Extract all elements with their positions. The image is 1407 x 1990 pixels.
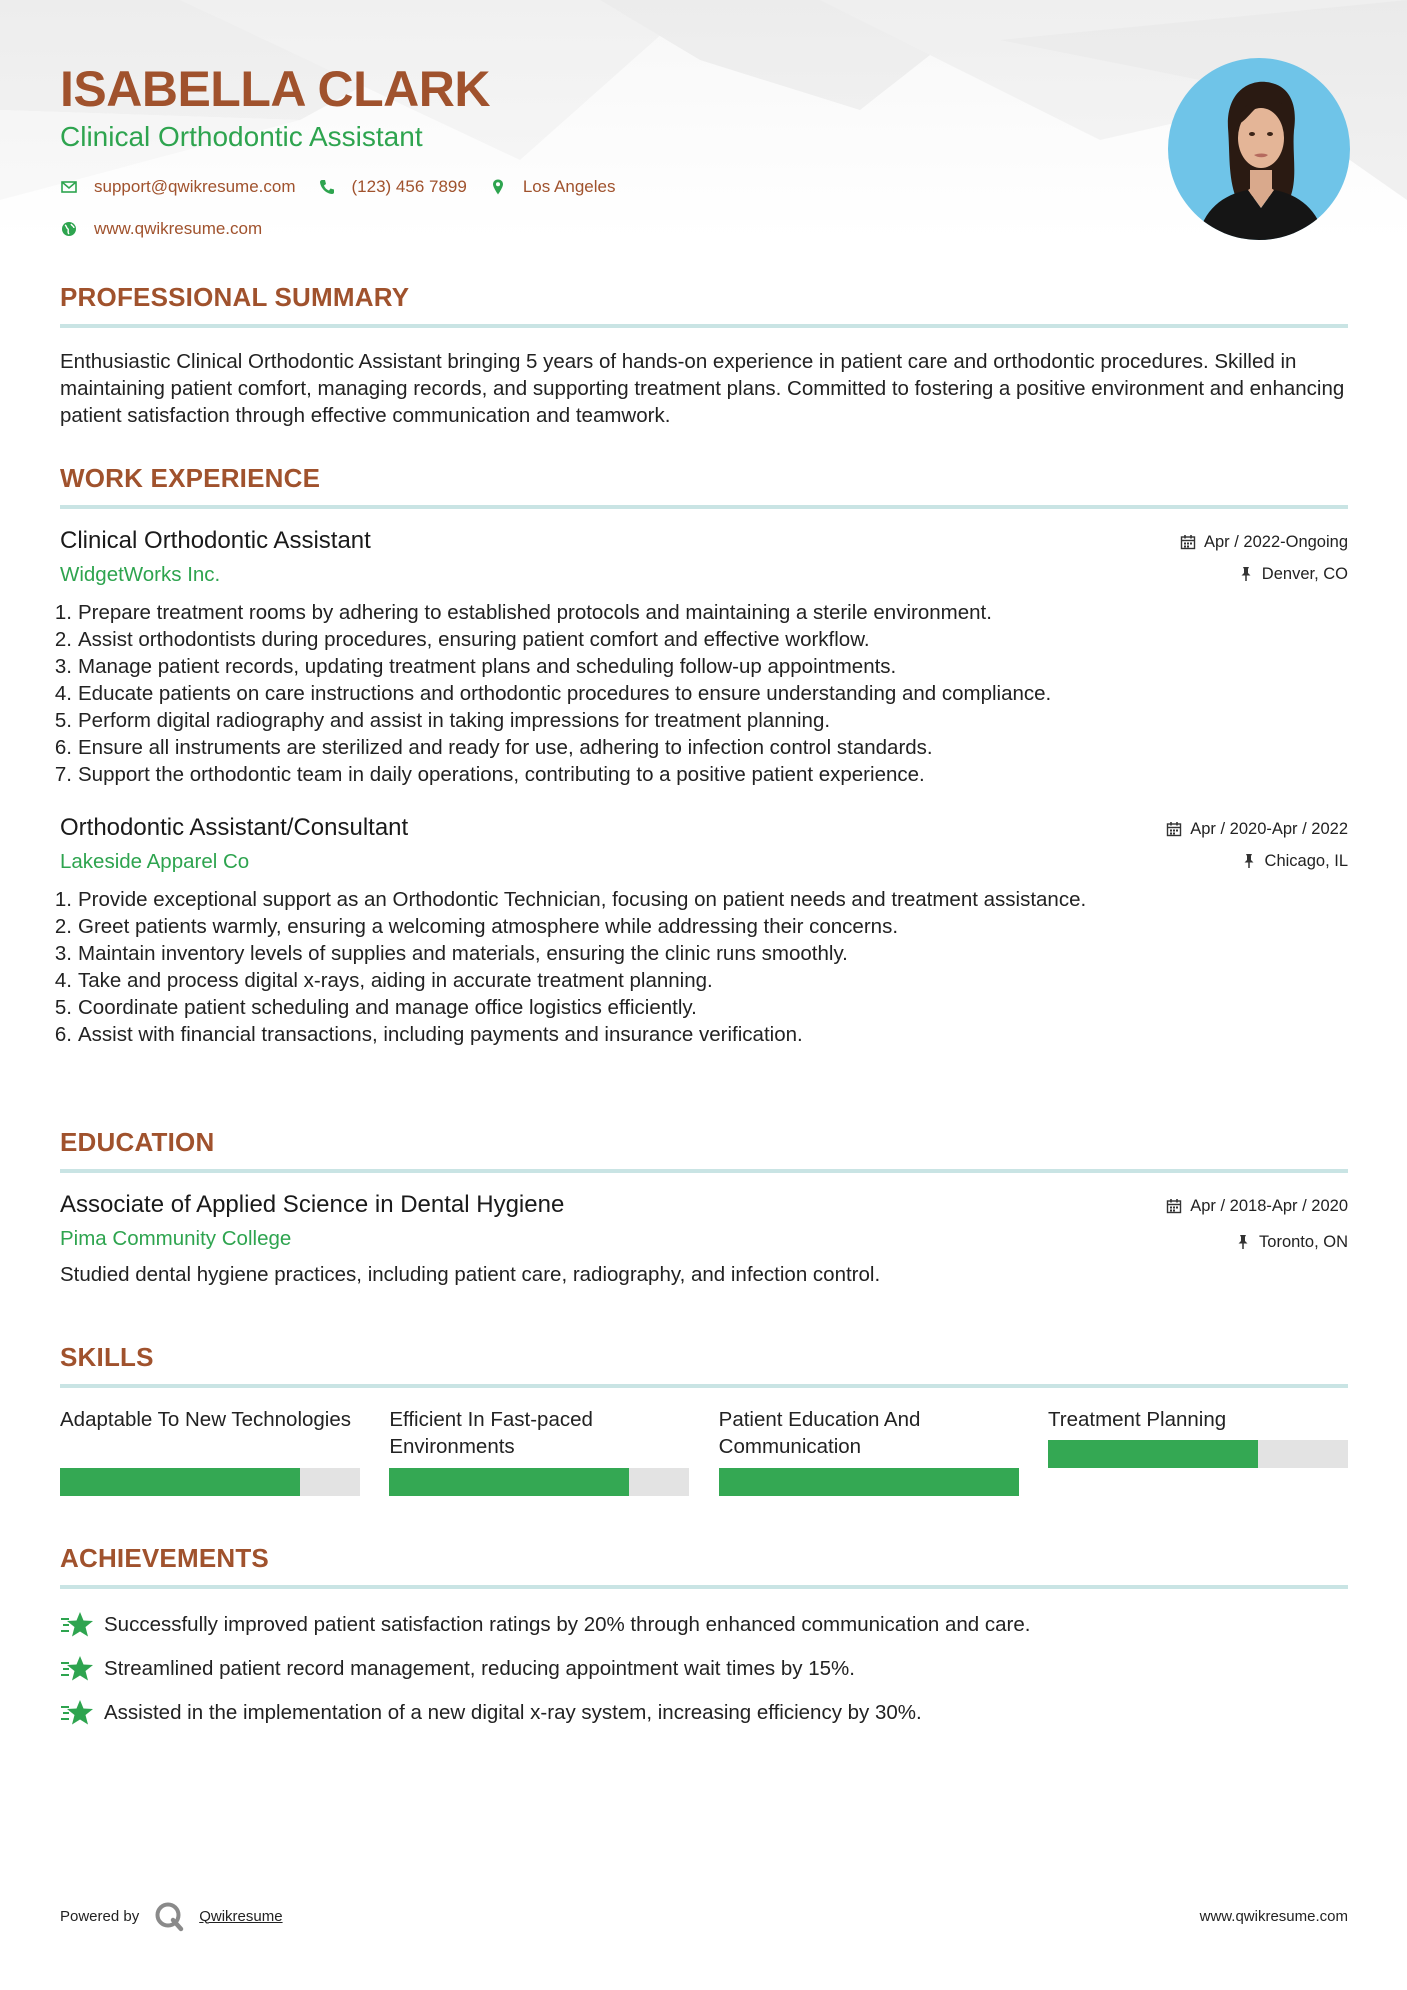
item-number: 5. bbox=[54, 709, 72, 732]
job-meta bbox=[1166, 816, 1348, 874]
calendar-icon bbox=[1166, 1198, 1182, 1214]
item-text: Educate patients on care instructions and orthodontic procedures to ensure understanding and compliance. bbox=[78, 682, 1052, 705]
skill-level-fill bbox=[60, 1468, 300, 1496]
item-number: 4. bbox=[54, 682, 72, 705]
star-award-icon bbox=[60, 1655, 94, 1683]
achievement-text: Streamlined patient record management, reducing appointment wait times by 15%. bbox=[104, 1657, 855, 1680]
job-company: Lakeside Apparel Co bbox=[60, 850, 250, 873]
job-entry bbox=[54, 525, 1348, 788]
list-item bbox=[54, 940, 1348, 967]
job-dates bbox=[1166, 816, 1348, 842]
job-title: Clinical Orthodontic Assistant bbox=[60, 527, 371, 554]
item-text: Perform digital radiography and assist in taking impressions for treatment planning. bbox=[78, 709, 831, 732]
skill-name: Efficient In Fast-paced Environments bbox=[389, 1408, 593, 1458]
skill-name: Treatment Planning bbox=[1047, 1408, 1227, 1431]
item-text: Ensure all instruments are sterilized and ready for use, adhering to infection control standards. bbox=[78, 736, 933, 759]
powered-by-label: Powered by bbox=[60, 1907, 140, 1925]
star-award-icon bbox=[60, 1611, 94, 1639]
contact-location bbox=[489, 177, 616, 197]
skill-name: Adaptable To New Technologies bbox=[60, 1408, 352, 1431]
item-number: 2. bbox=[54, 628, 72, 651]
list-item bbox=[54, 913, 1348, 940]
item-number: 3. bbox=[54, 942, 72, 965]
pushpin-icon bbox=[1241, 853, 1257, 869]
website-text: www.qwikresume.com bbox=[94, 219, 263, 238]
achievements-list bbox=[60, 1607, 1348, 1731]
item-number: 3. bbox=[54, 655, 72, 678]
calendar-icon bbox=[1166, 821, 1182, 837]
job-location-text: Denver, CO bbox=[1261, 564, 1348, 583]
item-text: Support the orthodontic team in daily operations, contributing to a positive patient experience. bbox=[78, 763, 925, 786]
job-location bbox=[1180, 561, 1348, 587]
education-entry bbox=[60, 1189, 1348, 1288]
skill-level-fill bbox=[389, 1468, 629, 1496]
skill-item bbox=[389, 1406, 689, 1502]
list-item bbox=[54, 1021, 1348, 1048]
section-divider bbox=[60, 505, 1348, 509]
brand-link[interactable]: Qwikresume bbox=[199, 1907, 283, 1925]
education-dates-text: Apr / 2018-Apr / 2020 bbox=[1190, 1196, 1348, 1215]
item-text: Coordinate patient scheduling and manage office logistics efficiently. bbox=[78, 996, 697, 1019]
item-text: Provide exceptional support as an Orthodontic Technician, focusing on patient needs and treatment assistance. bbox=[78, 888, 1087, 911]
school-name: Pima Community College bbox=[60, 1227, 292, 1250]
summary-heading: PROFESSIONAL SUMMARY bbox=[60, 282, 410, 312]
skill-level-bar bbox=[719, 1468, 1019, 1496]
list-item bbox=[54, 653, 1348, 680]
education-location-text: Toronto, ON bbox=[1259, 1232, 1348, 1251]
section-divider bbox=[60, 1169, 1348, 1173]
skill-level-bar bbox=[60, 1468, 360, 1496]
email-text: support@qwikresume.com bbox=[94, 177, 296, 196]
section-divider bbox=[60, 1585, 1348, 1589]
education-section bbox=[60, 1125, 1348, 1288]
skill-item bbox=[1048, 1406, 1348, 1502]
job-entry bbox=[54, 812, 1348, 1048]
item-number: 5. bbox=[54, 996, 72, 1019]
item-number: 6. bbox=[54, 736, 72, 759]
globe-icon bbox=[60, 220, 78, 238]
job-dates-text: Apr / 2020-Apr / 2022 bbox=[1190, 819, 1348, 838]
summary-section bbox=[60, 280, 1348, 429]
achievements-section bbox=[60, 1541, 1348, 1739]
list-item bbox=[54, 680, 1348, 707]
list-item bbox=[54, 761, 1348, 788]
item-number: 2. bbox=[54, 915, 72, 938]
powered-by bbox=[60, 1900, 283, 1932]
item-number: 1. bbox=[54, 601, 72, 624]
achievement-item bbox=[60, 1607, 1348, 1643]
skills-section bbox=[60, 1340, 1348, 1502]
skill-item bbox=[719, 1406, 1019, 1502]
phone-icon bbox=[318, 178, 336, 196]
skills-heading: SKILLS bbox=[60, 1342, 154, 1372]
education-dates bbox=[1166, 1193, 1348, 1219]
contact-row bbox=[60, 174, 1120, 200]
item-text: Assist orthodontists during procedures, ensuring patient comfort and effective workflow. bbox=[78, 628, 870, 651]
item-number: 7. bbox=[54, 763, 72, 786]
contact-row-website bbox=[60, 216, 1120, 242]
pushpin-icon bbox=[1235, 1234, 1251, 1250]
qwikresume-logo-icon bbox=[153, 1900, 185, 1932]
skill-level-bar bbox=[389, 1468, 689, 1496]
section-divider bbox=[60, 324, 1348, 328]
envelope-icon bbox=[60, 178, 78, 196]
calendar-icon bbox=[1180, 534, 1196, 550]
contact-phone[interactable] bbox=[318, 177, 467, 197]
list-item bbox=[54, 994, 1348, 1021]
achievement-item bbox=[60, 1695, 1348, 1731]
list-item bbox=[54, 599, 1348, 626]
job-dates-text: Apr / 2022-Ongoing bbox=[1203, 532, 1348, 551]
skill-level-bar bbox=[1048, 1440, 1348, 1468]
education-description: Studied dental hygiene practices, including patient care, radiography, and infection control. bbox=[60, 1263, 881, 1286]
achievement-text: Successfully improved patient satisfaction ratings by 20% through enhanced communication and care. bbox=[104, 1613, 1031, 1636]
map-pin-icon bbox=[489, 178, 507, 196]
footer-url[interactable]: www.qwikresume.com bbox=[1199, 1907, 1348, 1925]
education-meta bbox=[1166, 1193, 1348, 1255]
resume-header bbox=[60, 58, 1120, 242]
education-location bbox=[1166, 1229, 1348, 1255]
duties-list bbox=[54, 599, 1348, 788]
achievements-heading: ACHIEVEMENTS bbox=[60, 1543, 269, 1573]
item-text: Take and process digital x-rays, aiding in accurate treatment planning. bbox=[78, 969, 713, 992]
summary-text: Enthusiastic Clinical Orthodontic Assistant bringing 5 years of hands-on experience in patient care and orthodontic procedures. Skilled in maintaining patient comfort, managing records, and supporting treatment plans. Committed to fostering a positive environment and enhancing patient satisfaction through effective communication and teamwork. bbox=[60, 350, 1345, 427]
item-number: 6. bbox=[54, 1023, 72, 1046]
list-item bbox=[54, 626, 1348, 653]
item-text: Assist with financial transactions, including payments and insurance verification. bbox=[78, 1023, 803, 1046]
item-text: Prepare treatment rooms by adhering to established protocols and maintaining a sterile environment. bbox=[78, 601, 992, 624]
item-text: Maintain inventory levels of supplies and materials, ensuring the clinic runs smoothly. bbox=[78, 942, 848, 965]
achievement-text: Assisted in the implementation of a new digital x-ray system, increasing efficiency by 30%. bbox=[104, 1701, 922, 1724]
job-dates bbox=[1180, 529, 1348, 555]
profile-photo bbox=[1168, 58, 1350, 240]
page-footer bbox=[60, 1898, 1348, 1934]
list-item bbox=[54, 707, 1348, 734]
skill-item bbox=[60, 1406, 360, 1502]
pushpin-icon bbox=[1238, 566, 1254, 582]
list-item bbox=[54, 967, 1348, 994]
education-heading: EDUCATION bbox=[60, 1127, 215, 1157]
job-title: Orthodontic Assistant/Consultant bbox=[60, 814, 409, 841]
contact-email[interactable] bbox=[60, 177, 296, 197]
skill-level-fill bbox=[719, 1468, 1019, 1496]
item-text: Greet patients warmly, ensuring a welcoming atmosphere while addressing their concerns. bbox=[78, 915, 899, 938]
experience-heading: WORK EXPERIENCE bbox=[60, 463, 321, 493]
list-item bbox=[54, 886, 1348, 913]
job-meta bbox=[1180, 529, 1348, 587]
item-number: 1. bbox=[54, 888, 72, 911]
job-location-text: Chicago, IL bbox=[1264, 851, 1348, 870]
phone-text: (123) 456 7899 bbox=[351, 177, 467, 196]
item-text: Manage patient records, updating treatment plans and scheduling follow-up appointments. bbox=[78, 655, 897, 678]
job-location bbox=[1166, 848, 1348, 874]
star-award-icon bbox=[60, 1699, 94, 1727]
location-text: Los Angeles bbox=[522, 177, 616, 196]
list-item bbox=[54, 734, 1348, 761]
contact-website[interactable] bbox=[60, 219, 262, 239]
candidate-title: Clinical Orthodontic Assistant bbox=[60, 121, 423, 152]
achievement-item bbox=[60, 1651, 1348, 1687]
skill-level-fill bbox=[1048, 1440, 1258, 1468]
section-divider bbox=[60, 1384, 1348, 1388]
degree-title: Associate of Applied Science in Dental Hygiene bbox=[60, 1191, 565, 1218]
skill-name: Patient Education And Communication bbox=[718, 1408, 921, 1458]
item-number: 4. bbox=[54, 969, 72, 992]
candidate-name: ISABELLA CLARK bbox=[60, 61, 491, 117]
duties-list bbox=[54, 886, 1348, 1048]
profile-photo-illustration bbox=[1168, 58, 1350, 240]
job-company: WidgetWorks Inc. bbox=[60, 563, 221, 586]
skills-list bbox=[60, 1406, 1348, 1502]
experience-section bbox=[54, 461, 1348, 1048]
